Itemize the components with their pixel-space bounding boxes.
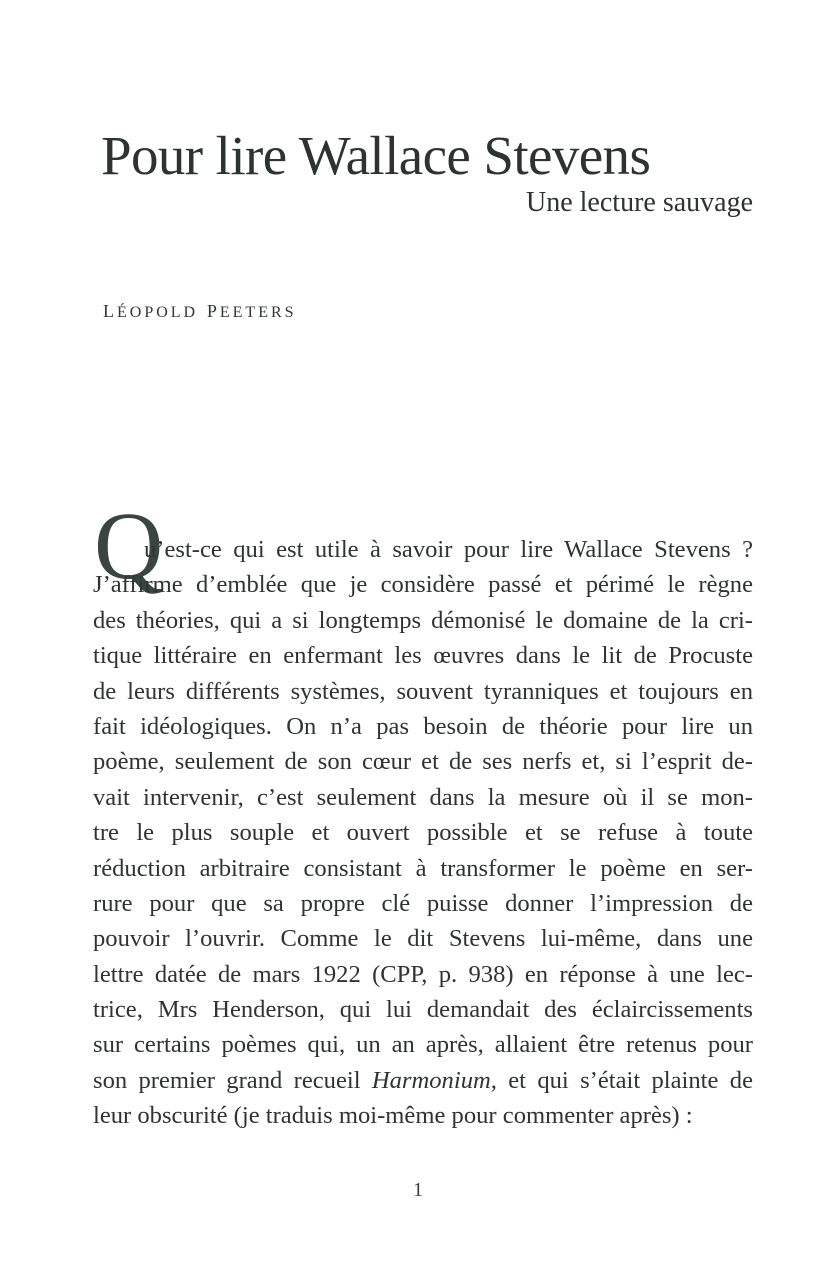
author-last-rest: eeters (219, 297, 297, 322)
book-title-harmonium: Harmonium, (371, 1066, 497, 1094)
page-number: 1 (413, 1179, 423, 1201)
body-line: réduction arbitraire consistant à transformer le poème en ser- (93, 854, 753, 882)
body-line-last: leur obscurité (je traduis moi-même pour commenter après) : (93, 1102, 693, 1130)
text-segment: son premier grand recueil (93, 1066, 372, 1094)
body-line: poème, seulement de son cœur et de ses nerfs et, si l’esprit de- (93, 748, 753, 776)
body-line: tre le plus souple et ouvert possible et se refuse à toute (93, 819, 753, 847)
body-line: de leurs différents systèmes, souvent tyranniques et toujours en (93, 677, 753, 705)
body-first-line: u’est-ce qui est utile à savoir pour lire Wallace Stevens ? (144, 536, 753, 563)
body-paragraph (93, 567, 753, 1133)
body-line: tique littéraire en enfermant les œuvres dans le lit de Procuste (93, 642, 753, 670)
body-line: vait intervenir, c’est seulement dans la mesure où il se mon- (93, 783, 753, 811)
page-subtitle: Une lecture sauvage (526, 187, 753, 218)
author-name (103, 296, 297, 324)
body-line: sur certains poèmes qui, un an après, allaient être retenus pour (93, 1031, 753, 1059)
text-segment: et qui s’était plainte de (496, 1066, 753, 1094)
body-line: fait idéologiques. On n’a pas besoin de théorie pour lire un (93, 712, 753, 740)
author-last-initial: p (206, 296, 220, 323)
page-title: Pour lire Wallace Stevens (101, 125, 651, 186)
author-first-initial: l (103, 296, 117, 323)
body-line: des théories, qui a si longtemps démonisé le domaine de la cri- (93, 606, 753, 634)
body-line: J’affirme d’emblée que je considère passé et périmé le règne (93, 571, 753, 599)
drop-cap: Q (94, 492, 164, 599)
body-line-harmonium (93, 1063, 753, 1098)
body-line: pouvoir l’ouvrir. Comme le dit Stevens lui-même, dans une (93, 925, 753, 953)
body-line: lettre datée de mars 1922 (CPP, p. 938) en réponse à une lec- (93, 960, 753, 988)
body-line: rure pour que sa propre clé puisse donner l’impression de (93, 889, 753, 917)
author-first-rest: éopold (117, 297, 199, 322)
body-line: trice, Mrs Henderson, qui lui demandait des éclaircissements (93, 996, 753, 1024)
